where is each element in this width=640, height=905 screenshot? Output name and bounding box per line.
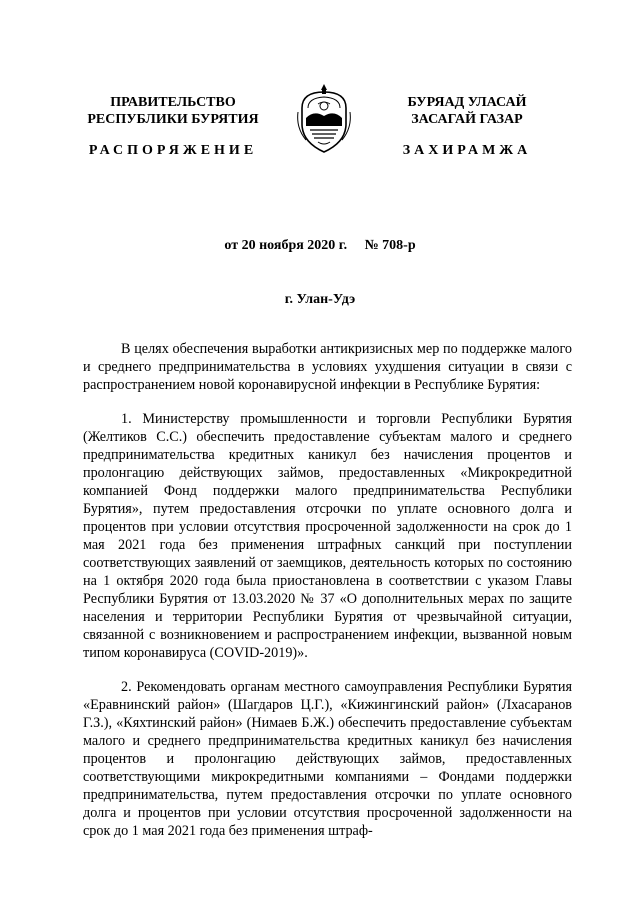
paragraph-item-2: 2. Рекомендовать органам местного самоуправления Республики Бурятия «Еравнинский район» (Шагдаров Ц.Г.), «Кижингинский район» (Лхасаранов Г.З.), «Кяхтинский район» (Нимаев Б.Ж.) обеспечить предоставление субъектам малого и среднего предпринимательства кредитных каникул без начисления процентов и пролонгацию действующих займов, предоставленных соответствующими микрокредитными компаниями – Фондами поддержки предпринимательства, путем предоставления отсрочки по уплате основного долга и процентов при условии отсутствия просроченной задолженности на срок до 1 мая 2021 года без применения штраф- (83, 679, 572, 839)
document-date-line (0, 238, 640, 254)
government-title-bua-line-2: ЗАСАГАЙ ГАЗАР (411, 112, 523, 127)
government-title-ru-line-2: РЕСПУБЛИКИ БУРЯТИЯ (87, 112, 259, 127)
document-body (83, 340, 572, 856)
document-date: от 20 ноября 2020 г. (224, 238, 348, 253)
government-title-bua-line-1: БУРЯАД УЛАСАЙ (407, 95, 527, 110)
paragraph-preamble: В целях обеспечения выработки антикризисных мер по поддержке малого и среднего предпринимательства в условиях ухудшения ситуации в связи с распространением новой коронавирусной инфекции в Республике Бурятия: (83, 341, 572, 393)
government-title-ru-line-1: ПРАВИТЕЛЬСТВО (110, 95, 236, 110)
act-type-bua: ЗАХИРАМЖА (402, 143, 532, 158)
document-city: г. Улан-Удэ (284, 292, 356, 307)
act-type-ru: РАСПОРЯЖЕНИЕ (88, 143, 258, 158)
paragraph-item-1: 1. Министерству промышленности и торговли Республики Бурятия (Желтиков С.С.) обеспечить предоставление субъектам малого и среднего предпринимательства кредитных каникул без начисления процентов и пролонгацию действующих займов, предоставленных «Микрокредитной компанией Фонд поддержки малого предпринимательства Республики Бурятия», путем предоставления отсрочки по уплате основного долга и процентов при условии отсутствия просроченной задолженности на срок до 1 мая 2021 года без применения штрафных санкций при поступлении соответствующих заявлений от заемщиков, деятельность которых по состоянию на 1 октября 2020 года была приостановлена в соответствии с указом Главы Республики Бурятия от 13.03.2020 № 37 «О дополнительных мерах по защите населения и территории Республики Бурятия от чрезвычайной ситуации, связанной с возникновением и распространением инфекции, вызванной новым типом коронавируса (COVID-2019)». (83, 411, 572, 661)
government-title-bua (367, 94, 567, 128)
government-title-ru (73, 94, 273, 128)
coat-of-arms-icon (296, 82, 352, 154)
document-number: № 708-р (364, 238, 416, 253)
